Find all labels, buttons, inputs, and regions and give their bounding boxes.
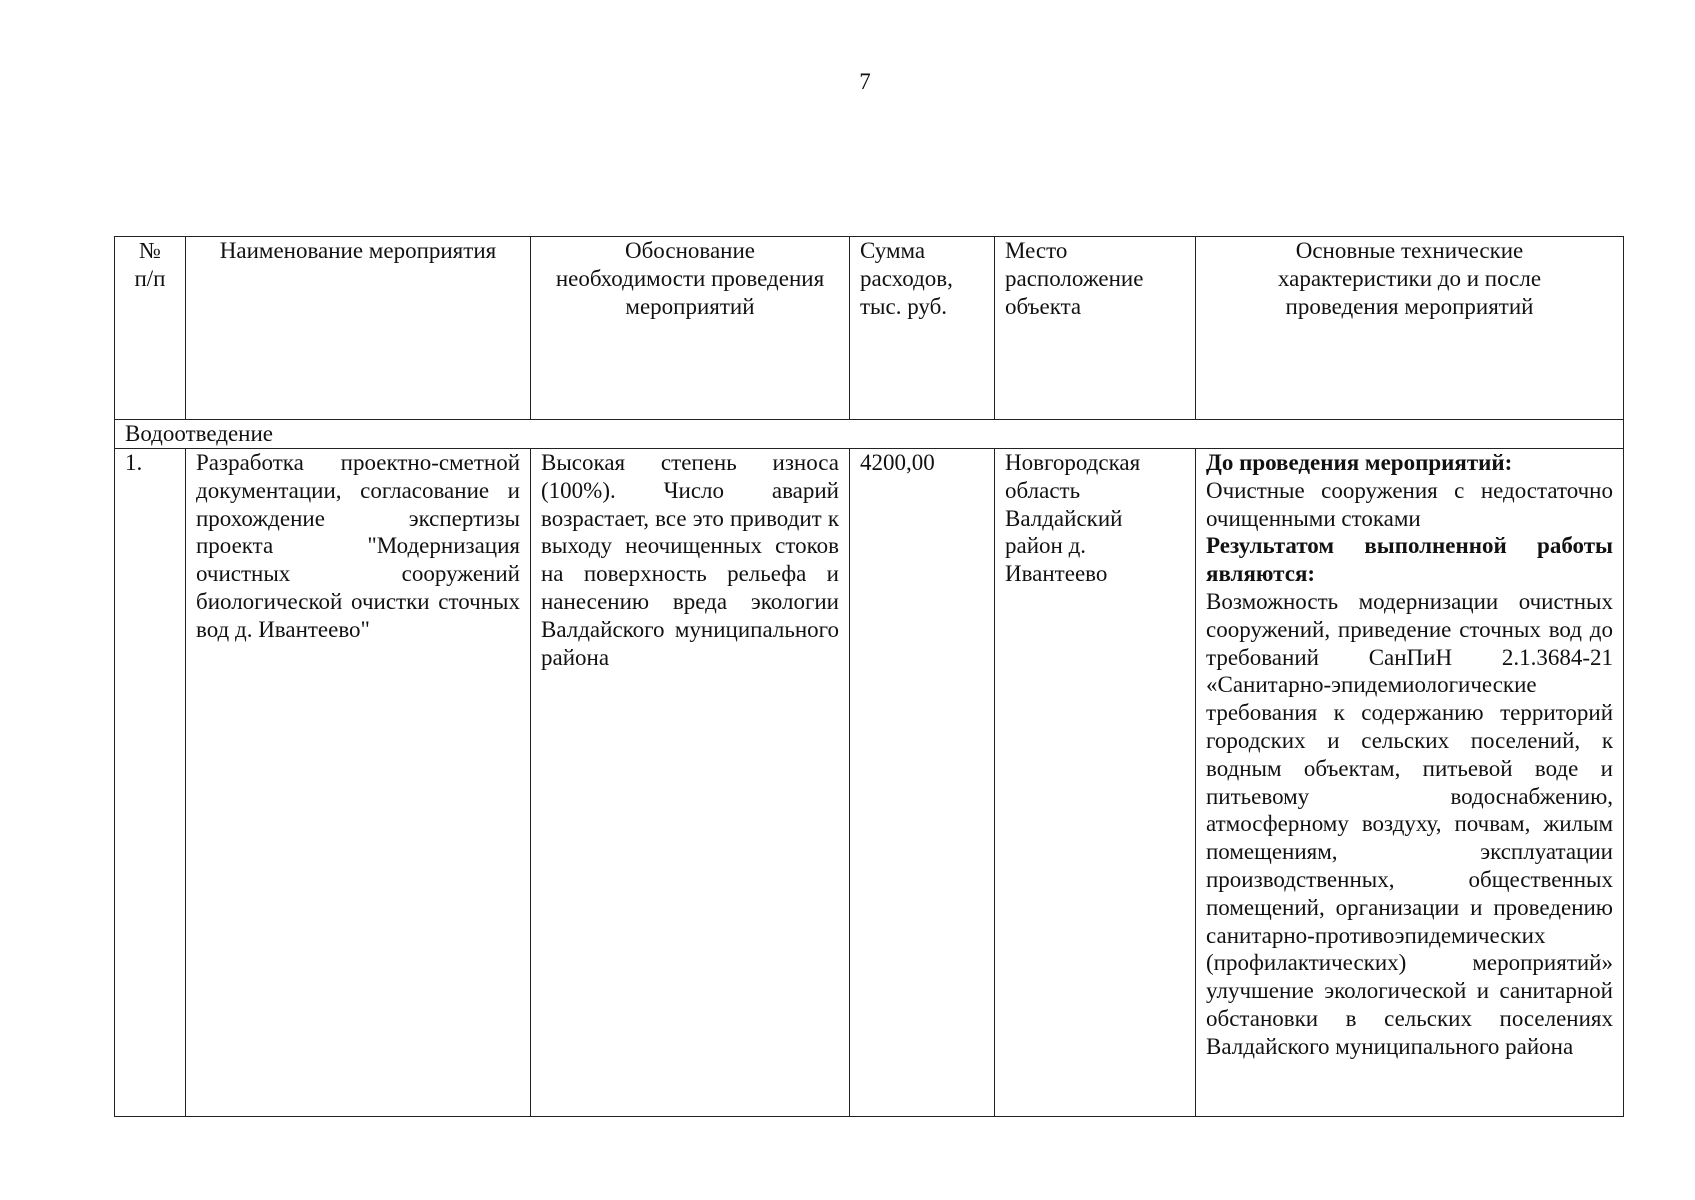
header-characteristics: Основные технические характеристики до и после проведения мероприятий	[1196, 237, 1624, 420]
header-name: Наименование мероприятия	[186, 237, 531, 420]
section-title: Водоотведение	[115, 420, 1624, 449]
result-label: Результатом выполненной работы являются:	[1206, 533, 1613, 587]
table-header-row	[115, 237, 1624, 420]
row-name: Разработка проектно-сметной документации, согласование и прохождение экспертизы проекта "Модернизация очистных сооружений биологической очистки сточных вод д. Ивантеево"	[186, 449, 531, 1117]
header-sum: Сумма расходов, тыс. руб.	[850, 237, 995, 420]
section-row	[115, 420, 1624, 449]
table-row	[115, 449, 1624, 1117]
before-label: До проведения мероприятий:	[1206, 450, 1513, 475]
row-characteristics	[1196, 449, 1624, 1117]
header-location: Место расположение объекта	[995, 237, 1196, 420]
result-text: Возможность модернизации очистных сооружений, приведение сточных вод до требований СанПиН 2.1.3684-21 «Санитарно-эпидемиологические требования к содержанию территорий городских и сельских поселений, к водным объектам, питьевой воде и питьевому водоснабжению, атмосферному воздуху, почвам, жилым помещениям, эксплуатации производственных, общественных помещений, организации и проведению санитарно-противоэпидемических (профилактических) мероприятий» улучшение экологической и санитарной обстановки в сельских поселениях Валдайского муниципального района	[1206, 588, 1613, 1059]
page-number: 7	[859, 69, 871, 94]
row-num: 1.	[115, 449, 186, 1117]
header-num: № п/п	[115, 237, 186, 420]
header-justification: Обоснование необходимости проведения мероприятий	[531, 237, 850, 420]
before-text: Очистные сооружения с недостаточно очищенными стоками	[1206, 477, 1613, 531]
measures-table	[114, 236, 1624, 1117]
row-location: Новгородская область Валдайский район д. Ивантеево	[995, 449, 1196, 1117]
row-justification: Высокая степень износа (100%). Число аварий возрастает, все это приводит к выходу неочищенных стоков на поверхность рельефа и нанесению вреда экологии Валдайского муниципального района	[531, 449, 850, 1117]
row-sum: 4200,00	[850, 449, 995, 1117]
